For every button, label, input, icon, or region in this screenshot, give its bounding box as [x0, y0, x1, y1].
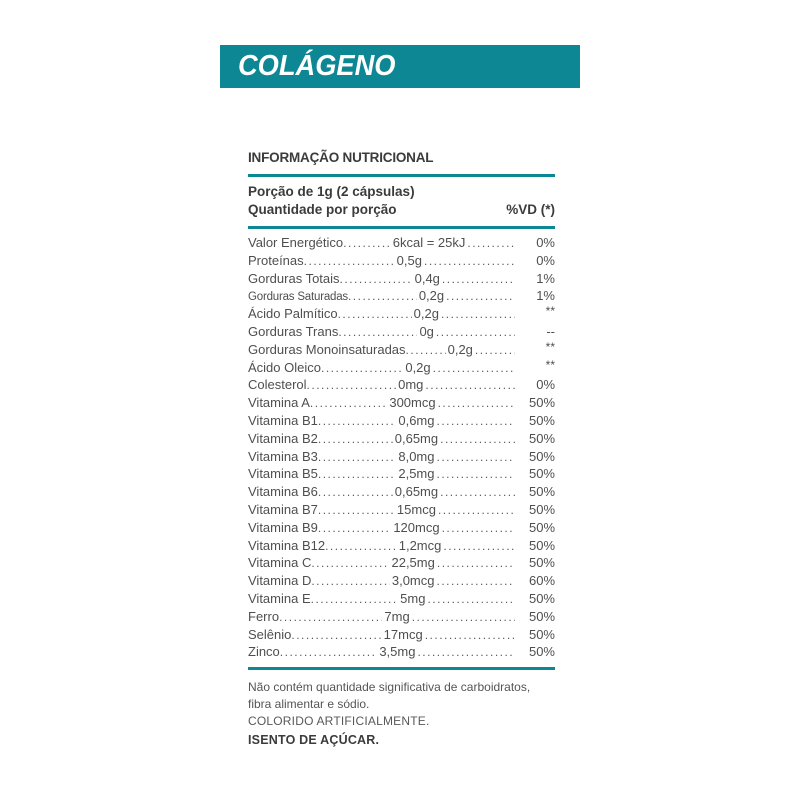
- nutrient-amount: 0,6mg: [398, 412, 435, 428]
- dot-leader: [467, 235, 515, 250]
- nutrient-amount: 0,2g: [418, 288, 445, 304]
- nutrition-rows: [248, 229, 555, 667]
- dot-leader: [437, 413, 516, 428]
- table-row: [248, 449, 555, 467]
- table-row: [248, 413, 555, 431]
- dot-leader: [412, 609, 515, 624]
- nutrient-amount: 0,2g: [405, 359, 431, 375]
- table-row: [248, 324, 555, 342]
- dot-leader: [437, 449, 516, 464]
- dot-leader: [440, 431, 515, 446]
- dot-leader: [318, 484, 393, 499]
- dot-leader: [321, 360, 403, 375]
- table-row: [248, 555, 555, 573]
- dot-leader: [433, 360, 515, 375]
- nutrient-name: Valor Energético: [248, 235, 344, 250]
- table-row: [248, 609, 555, 627]
- nutrient-name: Vitamina E: [248, 590, 311, 606]
- dot-leader: [311, 573, 390, 588]
- nutrient-daily-value: 50%: [528, 501, 556, 517]
- nutrient-amount: 0,4g: [414, 270, 440, 286]
- nutrient-amount: 7mg: [384, 608, 410, 624]
- nutrient-daily-value: **: [545, 357, 556, 372]
- table-row: [248, 573, 555, 591]
- dot-leader: [318, 520, 391, 535]
- table-row: [248, 644, 555, 662]
- nutrient-daily-value: **: [545, 304, 555, 319]
- nutrient-daily-value: 50%: [528, 484, 556, 500]
- nutrient-amount: 0mg: [398, 377, 424, 393]
- nutrient-amount: 0,2g: [447, 341, 473, 357]
- dot-leader: [437, 466, 516, 481]
- nutrient-daily-value: 0%: [536, 377, 556, 393]
- dot-leader: [280, 644, 378, 659]
- dot-leader: [340, 271, 413, 286]
- nutrient-name: Vitamina B3: [248, 448, 318, 464]
- nutrient-name: Ácido Palmítico: [248, 306, 338, 322]
- nutrient-name: Vitamina B5: [248, 466, 318, 482]
- nutrient-amount: 0,65mg: [394, 430, 439, 446]
- amount-per-serving-label: Quantidade por porção: [248, 202, 397, 217]
- nutrient-name: Vitamina C: [248, 555, 312, 571]
- nutrient-name: Vitamina B7: [248, 501, 318, 517]
- nutrient-name: Gorduras Trans: [248, 323, 339, 339]
- dot-leader: [406, 342, 446, 357]
- nutrient-name: Vitamina B6: [248, 484, 318, 500]
- dot-leader: [291, 627, 381, 642]
- table-row: [248, 377, 555, 395]
- nutrient-name: Gorduras Saturadas: [248, 291, 348, 304]
- table-row: [248, 395, 555, 413]
- dot-leader: [310, 395, 387, 410]
- dot-leader: [442, 520, 515, 535]
- nutrient-daily-value: **: [545, 339, 555, 354]
- nutrient-amount: 3,5mg: [379, 644, 416, 660]
- nutrient-daily-value: 50%: [528, 644, 555, 660]
- table-row: [248, 288, 555, 306]
- nutrient-name: Vitamina B1: [248, 412, 318, 428]
- nutrient-amount: 5mg: [400, 590, 426, 606]
- table-row: [248, 502, 555, 520]
- table-row: [248, 306, 555, 324]
- nutrient-name: Gorduras Monoinsaturadas: [248, 341, 406, 357]
- dot-leader: [318, 502, 395, 517]
- nutrient-name: Ferro: [248, 608, 280, 624]
- insignificant-amounts-note: Não contém quantidade significativa de carboidratos, fibra alimentar e sódio.: [248, 680, 531, 711]
- dot-leader: [442, 271, 515, 286]
- dot-leader: [343, 235, 391, 250]
- nutrient-name: Proteínas: [248, 252, 304, 268]
- table-row: [248, 627, 555, 645]
- nutrient-amount: 300mcg: [389, 395, 436, 411]
- nutrient-amount: 0,2g: [413, 306, 439, 322]
- dot-leader: [437, 573, 516, 588]
- nutrient-name: Vitamina B12: [248, 537, 326, 553]
- nutrient-amount: 8,0mg: [398, 448, 435, 464]
- product-title: COLÁGENO: [238, 50, 396, 82]
- dot-leader: [307, 377, 397, 392]
- dot-leader: [338, 306, 412, 321]
- product-banner: [220, 45, 580, 88]
- nutrient-amount: 6kcal = 25kJ: [392, 235, 466, 250]
- daily-value-label: %VD (*): [506, 202, 555, 217]
- dot-leader: [348, 288, 417, 303]
- dot-leader: [436, 324, 515, 339]
- nutrient-amount: 15mcg: [396, 501, 436, 517]
- dot-leader: [318, 449, 397, 464]
- nutrient-daily-value: 1%: [536, 288, 555, 304]
- nutrition-facts-title: INFORMAÇÃO NUTRICIONAL: [248, 150, 434, 165]
- dot-leader: [304, 253, 395, 268]
- table-row: [248, 235, 555, 253]
- nutrient-daily-value: 50%: [528, 537, 556, 553]
- nutrient-daily-value: 0%: [536, 252, 555, 268]
- nutrient-daily-value: 60%: [528, 573, 556, 589]
- table-row: [248, 466, 555, 484]
- nutrient-amount: 2,5mg: [398, 466, 435, 482]
- nutrient-daily-value: 50%: [528, 395, 556, 411]
- nutrient-daily-value: 50%: [528, 466, 555, 482]
- nutrient-name: Vitamina D: [248, 573, 312, 589]
- dot-leader: [438, 502, 515, 517]
- table-row: [248, 339, 555, 360]
- nutrient-daily-value: 50%: [528, 626, 555, 642]
- dot-leader: [443, 538, 515, 553]
- dot-leader: [318, 466, 397, 481]
- nutrient-amount: 3,0mcg: [391, 573, 435, 589]
- nutrient-name: Ácido Oleico: [248, 359, 321, 375]
- nutrient-amount: 17mcg: [383, 626, 423, 642]
- dot-leader: [438, 395, 515, 410]
- serving-size: Porção de 1g (2 cápsulas): [248, 184, 415, 199]
- dot-leader: [425, 627, 515, 642]
- dot-leader: [311, 591, 399, 606]
- table-row: [248, 357, 556, 378]
- nutrient-daily-value: 50%: [528, 519, 556, 535]
- nutrient-amount: 22,5mg: [391, 555, 435, 571]
- dot-leader: [425, 377, 515, 392]
- dot-leader: [424, 253, 515, 268]
- artificially-colored-note: COLORIDO ARTIFICIALMENTE.: [248, 714, 430, 728]
- nutrient-name: Colesterol: [248, 377, 307, 393]
- nutrient-name: Vitamina B2: [248, 430, 318, 446]
- table-row: [248, 253, 555, 271]
- dot-leader: [279, 609, 382, 624]
- table-row: [248, 431, 555, 449]
- dot-leader: [427, 591, 515, 606]
- nutrient-daily-value: 0%: [536, 235, 555, 250]
- dot-leader: [446, 288, 515, 303]
- dot-leader: [311, 555, 389, 570]
- dot-leader: [417, 644, 515, 659]
- nutrient-daily-value: 50%: [528, 608, 556, 624]
- dot-leader: [338, 324, 417, 339]
- nutrient-name: Gorduras Totais: [248, 270, 340, 286]
- table-row: [248, 520, 555, 538]
- dot-leader: [475, 342, 515, 357]
- nutrient-amount: 1,2mcg: [398, 537, 442, 553]
- dot-leader: [318, 431, 393, 446]
- nutrient-amount: 0,5g: [396, 252, 422, 268]
- nutrient-name: Selênio: [248, 626, 292, 642]
- dot-leader: [325, 538, 397, 553]
- table-header: [248, 177, 555, 226]
- nutrition-facts-panel: [248, 150, 555, 712]
- nutrient-daily-value: --: [546, 323, 556, 339]
- nutrient-amount: 0,65mg: [394, 484, 439, 500]
- nutrient-daily-value: 50%: [528, 555, 555, 571]
- nutrient-daily-value: 1%: [536, 270, 555, 286]
- sugar-free-note: ISENTO DE AÇÚCAR.: [248, 733, 380, 747]
- dot-leader: [440, 484, 515, 499]
- nutrient-amount: 0g: [419, 323, 434, 339]
- nutrient-daily-value: 50%: [528, 590, 555, 606]
- table-row: [248, 484, 555, 502]
- dot-leader: [441, 306, 515, 321]
- table-row: [248, 591, 555, 609]
- table-row: [248, 271, 555, 289]
- nutrient-name: Vitamina B9: [248, 519, 318, 535]
- nutrient-name: Vitamina A: [248, 395, 310, 411]
- nutrient-daily-value: 50%: [528, 448, 555, 464]
- dot-leader: [437, 555, 515, 570]
- nutrient-name: Zinco: [248, 644, 280, 660]
- table-row: [248, 538, 555, 556]
- dot-leader: [318, 413, 397, 428]
- nutrient-daily-value: 50%: [528, 412, 555, 428]
- nutrient-daily-value: 50%: [528, 430, 556, 446]
- nutrient-amount: 120mcg: [393, 519, 440, 535]
